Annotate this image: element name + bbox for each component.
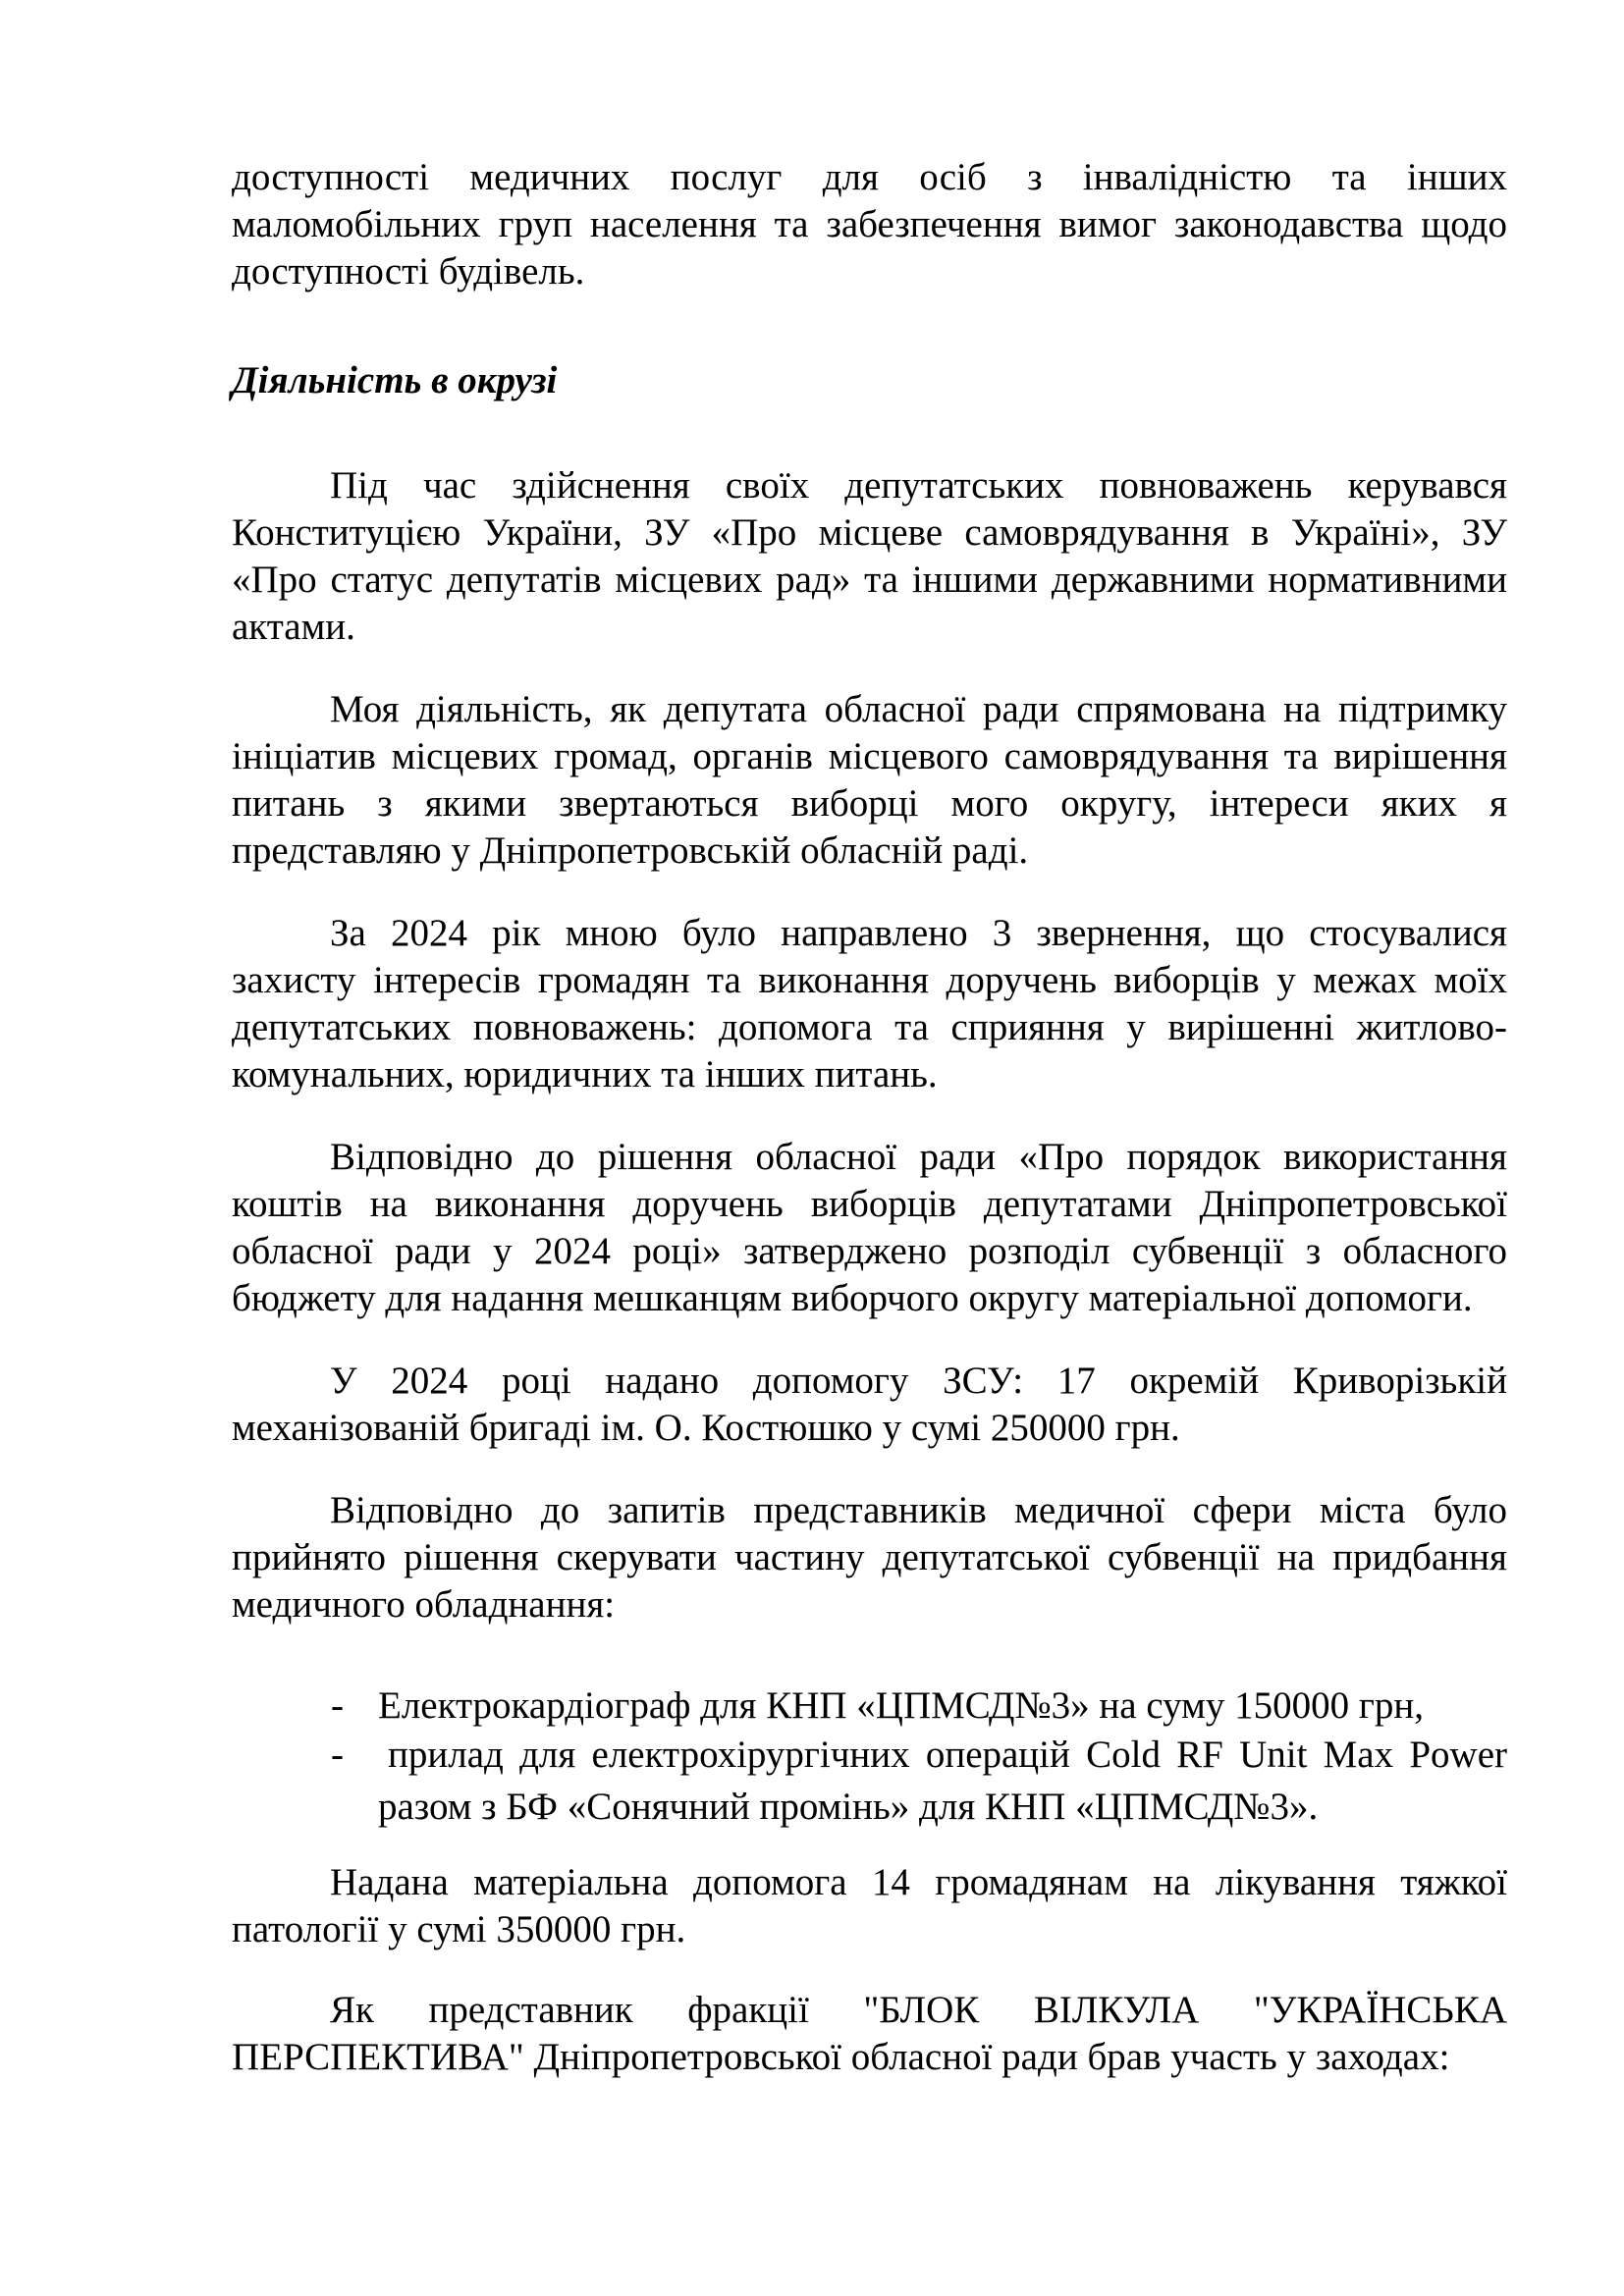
text-line: ініціатив місцевих громад, органів місцевого самоврядування та вирішення xyxy=(232,735,1507,777)
text-line: За 2024 рік мною було направлено 3 звернення, що стосувалися xyxy=(330,912,1507,954)
list-item-continuation xyxy=(232,1784,1507,1831)
text-line: захисту інтересів громадян та виконання доручень виборців у межах моїх xyxy=(232,959,1507,1001)
list-item-text: разом з БФ «Сонячний промінь» для КНП «ЦПМСД№3». xyxy=(378,1786,1319,1828)
text-line: обласної ради у 2024 році» затверджено розподіл субвенції з обласного xyxy=(232,1230,1507,1272)
list-item-text: Електрокардіограф для КНП «ЦПМСД№3» на суму 150000 грн, xyxy=(378,1684,1424,1727)
text-line: бюджету для надання мешканцям виборчого округу матеріальної допомоги. xyxy=(232,1277,1473,1319)
text-line: Відповідно до рішення обласної ради «Про порядок використання xyxy=(330,1136,1507,1178)
text-line: доступності будівель. xyxy=(232,250,585,293)
list-bullet: - xyxy=(331,1684,344,1727)
text-line: Під час здійснення своїх депутатських повноважень керувався xyxy=(330,464,1507,507)
text-line: Конституцією України, ЗУ «Про місцеве самоврядування в Україні», ЗУ xyxy=(232,511,1507,554)
text-line: Відповідно до запитів представників медичної сфери міста було xyxy=(330,1489,1507,1531)
text-line: Моя діяльність, як депутата обласної ради спрямована на підтримку xyxy=(330,688,1507,730)
text-line: прийнято рішення скерувати частину депутатської субвенції на придбання xyxy=(232,1536,1507,1578)
text-line: депутатських повноважень: допомога та сприяння у вирішенні житлово- xyxy=(232,1006,1507,1048)
text-line: представляю у Дніпропетровській обласній раді. xyxy=(232,829,1029,872)
text-line: питань з якими звертаються виборці мого округу, інтереси яких я xyxy=(232,782,1507,825)
text-line: Надана матеріальна допомога 14 громадянам на лікування тяжкої xyxy=(330,1861,1507,1903)
text-line: медичного обладнання: xyxy=(232,1583,616,1626)
text-line: Як представник фракції "БЛОК ВІЛКУЛА "УКРАЇНСЬКА xyxy=(330,1989,1507,2031)
list-bullet: - xyxy=(331,1734,344,1776)
text-line: механізованій бригаді ім. О. Костюшко у сумі 250000 грн. xyxy=(232,1407,1180,1449)
text-line: доступності медичних послуг для осіб з інвалідністю та інших xyxy=(232,156,1507,198)
text-line: ПЕРСПЕКТИВА" Дніпропетровської обласної ради брав участь у заходах: xyxy=(232,2036,1450,2078)
list-item-text: прилад для електрохірургічних операцій Cold RF Unit Max Power xyxy=(388,1734,1507,1776)
text-line: комунальних, юридичних та інших питань. xyxy=(232,1053,938,1095)
list-item xyxy=(232,1732,1507,1779)
text-line: маломобільних груп населення та забезпечення вимог законодавства щодо xyxy=(232,203,1507,245)
text-line: патології у сумі 350000 грн. xyxy=(232,1908,686,1950)
text-line: актами. xyxy=(232,606,355,648)
text-line: коштів на виконання доручень виборців депутатами Дніпропетровської xyxy=(232,1183,1507,1225)
text-line: «Про статус депутатів місцевих рад» та іншими державними нормативними xyxy=(232,559,1507,601)
section-heading: Діяльність в окрузі xyxy=(232,359,558,401)
text-line: У 2024 році надано допомогу ЗСУ: 17 окремій Криворізькій xyxy=(330,1360,1507,1402)
list-item xyxy=(232,1682,1507,1730)
